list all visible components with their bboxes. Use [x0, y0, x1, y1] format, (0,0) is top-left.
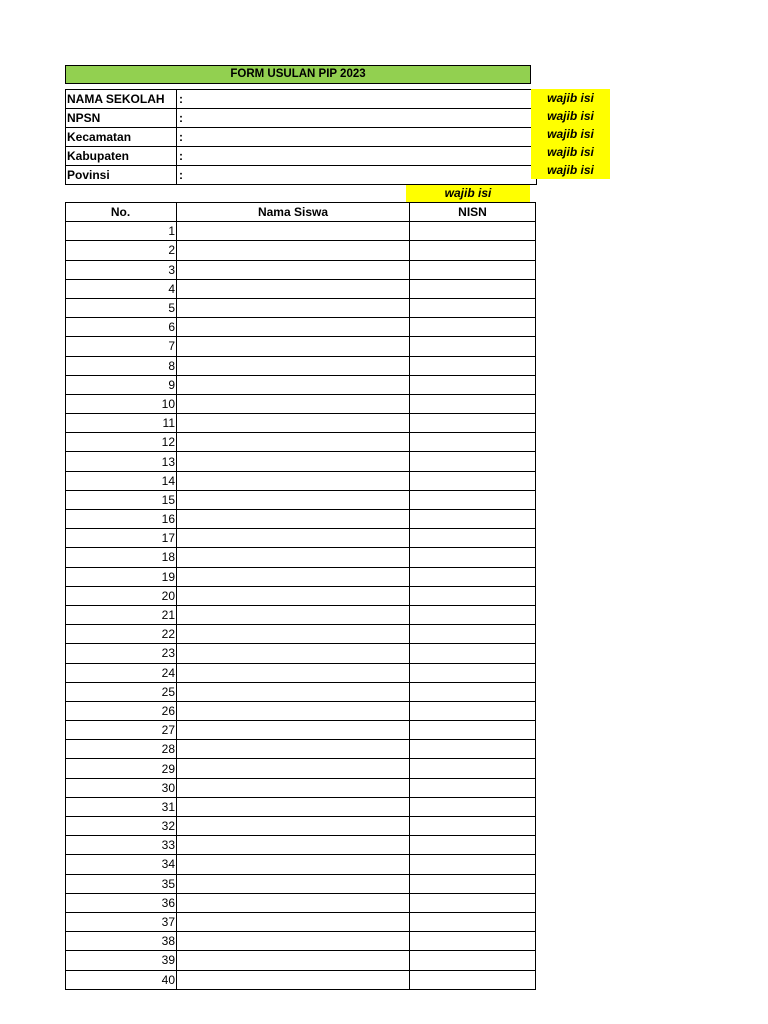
info-label: Kabupaten	[66, 147, 177, 166]
student-name-cell[interactable]	[177, 605, 410, 624]
info-label: Kecamatan	[66, 128, 177, 147]
row-number: 31	[66, 797, 177, 816]
info-row	[66, 166, 537, 185]
nisn-cell[interactable]	[410, 298, 536, 317]
row-number: 28	[66, 740, 177, 759]
nisn-cell[interactable]	[410, 644, 536, 663]
form-title: FORM USULAN PIP 2023	[65, 65, 531, 84]
table-row	[66, 375, 536, 394]
table-row	[66, 721, 536, 740]
info-label: NAMA SEKOLAH	[66, 90, 177, 109]
table-row	[66, 471, 536, 490]
student-name-cell[interactable]	[177, 874, 410, 893]
student-name-cell[interactable]	[177, 241, 410, 260]
student-list-table	[65, 202, 536, 990]
info-value-cell[interactable]	[177, 109, 537, 128]
nisn-cell[interactable]	[410, 778, 536, 797]
nisn-cell[interactable]	[410, 567, 536, 586]
table-row	[66, 337, 536, 356]
student-name-cell[interactable]	[177, 625, 410, 644]
table-row	[66, 490, 536, 509]
table-row	[66, 510, 536, 529]
table-row	[66, 625, 536, 644]
row-number: 5	[66, 298, 177, 317]
table-row	[66, 222, 536, 241]
table-row	[66, 893, 536, 912]
table-row	[66, 701, 536, 720]
info-label: NPSN	[66, 109, 177, 128]
table-row	[66, 912, 536, 931]
student-name-cell[interactable]	[177, 529, 410, 548]
table-row	[66, 970, 536, 989]
nisn-cell[interactable]	[410, 586, 536, 605]
row-number: 12	[66, 433, 177, 452]
student-name-cell[interactable]	[177, 740, 410, 759]
student-name-cell[interactable]	[177, 759, 410, 778]
student-name-cell[interactable]	[177, 394, 410, 413]
row-number: 32	[66, 817, 177, 836]
student-name-cell[interactable]	[177, 682, 410, 701]
header-nama-siswa: Nama Siswa	[177, 203, 410, 222]
nisn-cell[interactable]	[410, 318, 536, 337]
student-name-cell[interactable]	[177, 567, 410, 586]
table-row	[66, 567, 536, 586]
row-number: 1	[66, 222, 177, 241]
table-row	[66, 759, 536, 778]
nisn-cell[interactable]	[410, 375, 536, 394]
student-name-cell[interactable]	[177, 970, 410, 989]
info-colon: :	[179, 92, 183, 106]
nisn-cell[interactable]	[410, 970, 536, 989]
table-row	[66, 452, 536, 471]
student-list-header-row	[66, 203, 536, 222]
row-number: 16	[66, 510, 177, 529]
student-name-cell[interactable]	[177, 548, 410, 567]
row-number: 20	[66, 586, 177, 605]
nisn-cell[interactable]	[410, 912, 536, 931]
student-name-cell[interactable]	[177, 433, 410, 452]
table-row	[66, 951, 536, 970]
row-number: 18	[66, 548, 177, 567]
nisn-cell[interactable]	[410, 279, 536, 298]
info-value-cell[interactable]	[177, 166, 537, 185]
student-name-cell[interactable]	[177, 414, 410, 433]
row-number: 4	[66, 279, 177, 298]
row-number: 2	[66, 241, 177, 260]
student-name-cell[interactable]	[177, 893, 410, 912]
nisn-cell[interactable]	[410, 605, 536, 624]
nisn-cell[interactable]	[410, 222, 536, 241]
row-number: 39	[66, 951, 177, 970]
table-row	[66, 586, 536, 605]
table-row	[66, 778, 536, 797]
student-name-cell[interactable]	[177, 855, 410, 874]
row-number: 27	[66, 721, 177, 740]
row-number: 36	[66, 893, 177, 912]
row-number: 37	[66, 912, 177, 931]
row-number: 6	[66, 318, 177, 337]
info-value-cell[interactable]	[177, 128, 537, 147]
nisn-cell[interactable]	[410, 260, 536, 279]
student-name-cell[interactable]	[177, 222, 410, 241]
student-name-cell[interactable]	[177, 490, 410, 509]
table-row	[66, 279, 536, 298]
table-row	[66, 663, 536, 682]
student-name-cell[interactable]	[177, 298, 410, 317]
nisn-cell[interactable]	[410, 893, 536, 912]
nisn-cell[interactable]	[410, 836, 536, 855]
header-no: No.	[66, 203, 177, 222]
nisn-cell[interactable]	[410, 701, 536, 720]
table-row	[66, 855, 536, 874]
student-name-cell[interactable]	[177, 701, 410, 720]
row-number: 13	[66, 452, 177, 471]
nisn-cell[interactable]	[410, 529, 536, 548]
row-number: 3	[66, 260, 177, 279]
table-row	[66, 644, 536, 663]
info-row	[66, 90, 537, 109]
row-number: 30	[66, 778, 177, 797]
nisn-cell[interactable]	[410, 682, 536, 701]
table-row	[66, 874, 536, 893]
student-name-cell[interactable]	[177, 586, 410, 605]
row-number: 8	[66, 356, 177, 375]
nisn-cell[interactable]	[410, 394, 536, 413]
student-name-cell[interactable]	[177, 279, 410, 298]
header-nisn: NISN	[410, 203, 536, 222]
required-note: wajib isi	[531, 143, 610, 161]
student-name-cell[interactable]	[177, 510, 410, 529]
student-name-cell[interactable]	[177, 912, 410, 931]
row-number: 25	[66, 682, 177, 701]
row-number: 38	[66, 932, 177, 951]
table-row	[66, 394, 536, 413]
student-name-cell[interactable]	[177, 318, 410, 337]
nisn-cell[interactable]	[410, 740, 536, 759]
nisn-cell[interactable]	[410, 874, 536, 893]
student-name-cell[interactable]	[177, 471, 410, 490]
student-name-cell[interactable]	[177, 836, 410, 855]
table-row	[66, 548, 536, 567]
table-row	[66, 797, 536, 816]
school-info-body	[66, 90, 537, 185]
row-number: 40	[66, 970, 177, 989]
nisn-cell[interactable]	[410, 548, 536, 567]
info-row	[66, 128, 537, 147]
nisn-required-note: wajib isi	[406, 185, 530, 202]
info-colon: :	[179, 149, 183, 163]
row-number: 9	[66, 375, 177, 394]
nisn-cell[interactable]	[410, 241, 536, 260]
table-row	[66, 605, 536, 624]
nisn-cell[interactable]	[410, 471, 536, 490]
row-number: 19	[66, 567, 177, 586]
required-note: wajib isi	[531, 161, 610, 179]
student-name-cell[interactable]	[177, 375, 410, 394]
student-list-body	[66, 203, 536, 990]
table-row	[66, 298, 536, 317]
student-name-cell[interactable]	[177, 778, 410, 797]
nisn-cell[interactable]	[410, 433, 536, 452]
row-number: 24	[66, 663, 177, 682]
student-name-cell[interactable]	[177, 260, 410, 279]
nisn-cell[interactable]	[410, 855, 536, 874]
row-number: 22	[66, 625, 177, 644]
info-row	[66, 147, 537, 166]
table-row	[66, 740, 536, 759]
info-colon: :	[179, 168, 183, 182]
table-row	[66, 682, 536, 701]
row-number: 29	[66, 759, 177, 778]
required-notes-column	[531, 89, 610, 179]
table-row	[66, 817, 536, 836]
student-name-cell[interactable]	[177, 797, 410, 816]
nisn-cell[interactable]	[410, 663, 536, 682]
table-row	[66, 414, 536, 433]
nisn-cell[interactable]	[410, 414, 536, 433]
student-name-cell[interactable]	[177, 356, 410, 375]
nisn-cell[interactable]	[410, 932, 536, 951]
table-row	[66, 529, 536, 548]
required-note: wajib isi	[531, 125, 610, 143]
nisn-cell[interactable]	[410, 356, 536, 375]
nisn-cell[interactable]	[410, 817, 536, 836]
row-number: 35	[66, 874, 177, 893]
school-info-table	[65, 89, 537, 185]
required-note: wajib isi	[531, 89, 610, 107]
table-row	[66, 241, 536, 260]
nisn-cell[interactable]	[410, 797, 536, 816]
student-name-cell[interactable]	[177, 951, 410, 970]
student-name-cell[interactable]	[177, 663, 410, 682]
table-row	[66, 260, 536, 279]
table-row	[66, 318, 536, 337]
nisn-cell[interactable]	[410, 625, 536, 644]
row-number: 33	[66, 836, 177, 855]
info-colon: :	[179, 111, 183, 125]
nisn-cell[interactable]	[410, 721, 536, 740]
row-number: 23	[66, 644, 177, 663]
row-number: 14	[66, 471, 177, 490]
nisn-cell[interactable]	[410, 452, 536, 471]
row-number: 11	[66, 414, 177, 433]
student-name-cell[interactable]	[177, 337, 410, 356]
student-name-cell[interactable]	[177, 721, 410, 740]
info-colon: :	[179, 130, 183, 144]
row-number: 34	[66, 855, 177, 874]
info-value-cell[interactable]	[177, 90, 537, 109]
row-number: 10	[66, 394, 177, 413]
table-row	[66, 932, 536, 951]
info-row	[66, 109, 537, 128]
row-number: 17	[66, 529, 177, 548]
nisn-cell[interactable]	[410, 510, 536, 529]
student-name-cell[interactable]	[177, 817, 410, 836]
student-name-cell[interactable]	[177, 452, 410, 471]
nisn-cell[interactable]	[410, 951, 536, 970]
row-number: 21	[66, 605, 177, 624]
nisn-cell[interactable]	[410, 490, 536, 509]
info-label: Povinsi	[66, 166, 177, 185]
nisn-cell[interactable]	[410, 337, 536, 356]
table-row	[66, 433, 536, 452]
table-row	[66, 836, 536, 855]
table-row	[66, 356, 536, 375]
row-number: 7	[66, 337, 177, 356]
row-number: 15	[66, 490, 177, 509]
student-name-cell[interactable]	[177, 932, 410, 951]
row-number: 26	[66, 701, 177, 720]
info-value-cell[interactable]	[177, 147, 537, 166]
nisn-cell[interactable]	[410, 759, 536, 778]
required-note: wajib isi	[531, 107, 610, 125]
student-name-cell[interactable]	[177, 644, 410, 663]
